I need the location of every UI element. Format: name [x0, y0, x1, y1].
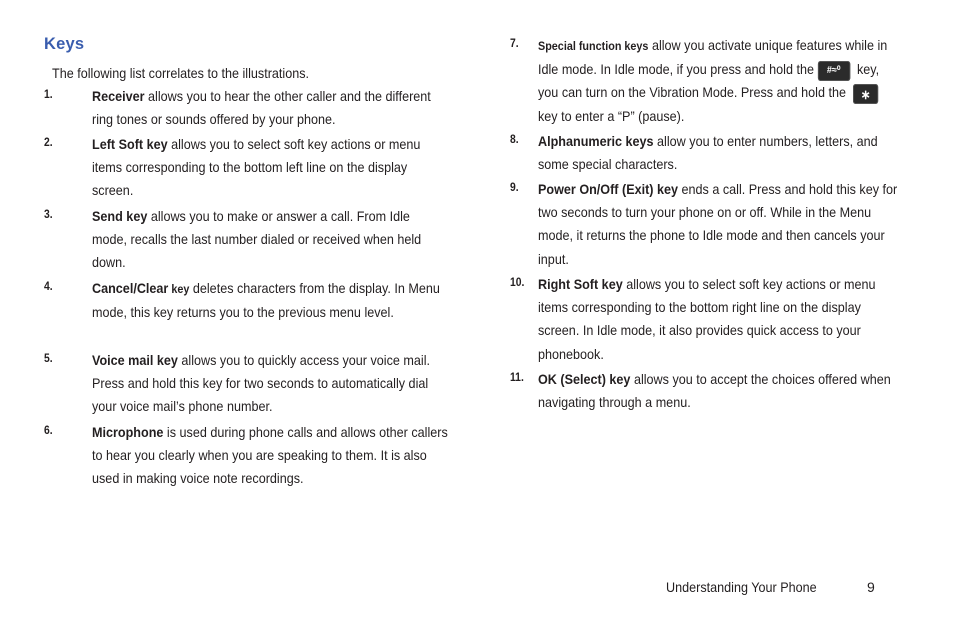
item-text [92, 421, 448, 491]
list-item-11 [510, 368, 910, 414]
item-description: allows you to make or answer a call. From Idle mode, recalls the last number dialed or received when held down. [92, 208, 422, 271]
list-item-4 [44, 277, 464, 324]
item-term: Microphone [92, 424, 164, 440]
footer-section-title: Understanding Your Phone [666, 579, 817, 595]
item-number: 5. [44, 353, 53, 365]
item-term: OK (Select) key [538, 371, 631, 387]
list-item-8 [510, 130, 910, 176]
intro-text: The following list correlates to the illustrations. [52, 65, 310, 81]
item-description: deletes characters from the display. In Menu mode, this key returns you to the previous menu level. [92, 280, 440, 321]
item-term: Right Soft key [538, 276, 623, 292]
item-term: Special function keys [538, 39, 649, 53]
item-term: Left Soft key [92, 136, 168, 152]
item-description: allows you to quickly access your voice mail. Press and hold this key for two seconds to automatically dial your voice mail’s phone number. [92, 352, 431, 415]
item-term-suffix: key [168, 282, 190, 296]
item-term: Alphanumeric keys [538, 133, 654, 149]
item-description-part-2: key, you can turn on the Vibration Mode. Press and hold the [538, 61, 880, 101]
item-number: 7. [510, 38, 519, 50]
item-text [92, 277, 448, 324]
list-item-5 [44, 349, 464, 419]
item-description: allow you to enter numbers, letters, and some special characters. [538, 133, 878, 173]
list-item-1 [44, 85, 464, 131]
item-description: is used during phone calls and allows other callers to hear you clearly when you are speaking to them. It is also used in making voice note recordings. [92, 424, 448, 487]
list-item-6 [44, 421, 464, 491]
item-description: allows you to accept the choices offered when navigating through a menu. [538, 371, 891, 411]
item-description: allows you to select soft key actions or menu items corresponding to the bottom right line on the display screen. In Idle mode, it also provides quick access to your phonebook. [538, 276, 876, 362]
item-description-part-3: key to enter a “P” (pause). [538, 107, 685, 124]
section-heading: Keys [44, 35, 85, 53]
list-item-9 [510, 178, 910, 271]
item-text [92, 349, 448, 419]
star-key-icon: ∗ [853, 84, 878, 104]
item-number: 2. [44, 137, 53, 149]
item-number: 4. [44, 281, 53, 293]
list-item-10 [510, 273, 910, 366]
item-text [92, 85, 448, 131]
item-term: Cancel/Clear [92, 280, 169, 296]
item-text [538, 178, 898, 271]
item-description: allows you to select soft key actions or menu items corresponding to the bottom left line on the display screen. [92, 136, 421, 199]
list-item-3 [44, 205, 464, 275]
item-term: Send key [92, 208, 148, 224]
item-number: 9. [510, 182, 519, 194]
item-description: allows you to hear the other caller and the different ring tones or sounds offered by your phone. [92, 88, 431, 128]
item-text [538, 273, 898, 366]
item-text [538, 130, 898, 176]
item-number: 1. [44, 89, 53, 101]
item-text [538, 368, 898, 414]
list-item-2 [44, 133, 464, 203]
item-number: 11. [510, 372, 524, 384]
list-item-7 [510, 34, 910, 128]
item-number: 8. [510, 134, 519, 146]
item-text [92, 205, 448, 275]
item-number: 10. [510, 277, 525, 289]
item-term: Receiver [92, 88, 145, 104]
item-number: 3. [44, 209, 53, 221]
page-number: 9 [867, 579, 875, 595]
item-term: Voice mail key [92, 352, 178, 368]
item-description-part-1: allow you activate unique features while in Idle mode. In Idle mode, if you press and hold the [538, 37, 888, 78]
item-number: 6. [44, 425, 53, 437]
hash-key-icon: #≈⁰ [817, 61, 849, 81]
item-term: Power On/Off (Exit) key [538, 181, 679, 197]
item-text [92, 133, 448, 203]
item-text [538, 34, 898, 128]
item-description: ends a call. Press and hold this key for two seconds to turn your phone on or off. While in the Menu mode, it returns the phone to Idle mode and then cancels your input. [538, 181, 898, 267]
